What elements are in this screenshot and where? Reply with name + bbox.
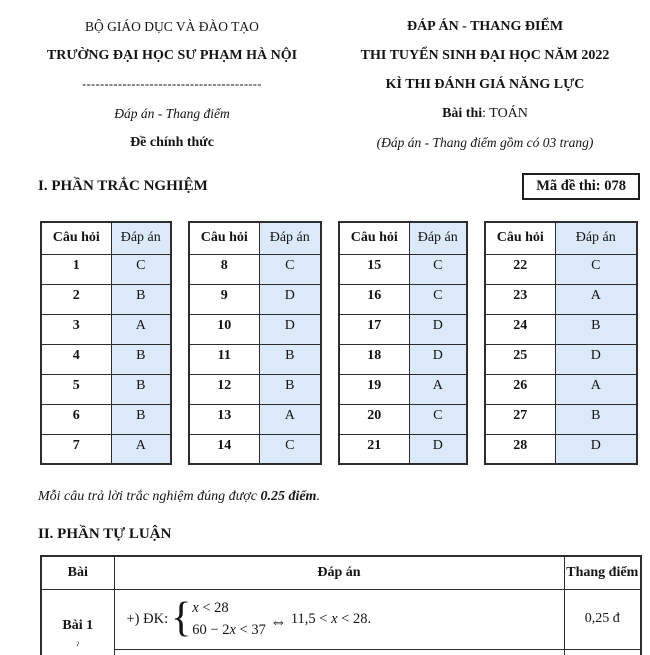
answer-letter: A <box>111 434 171 464</box>
answer-scale-line: Đáp án - Thang điểm <box>114 105 230 121</box>
essay-row-2-clipped <box>41 649 641 655</box>
answer-letter: B <box>555 314 637 344</box>
answer-letter: B <box>555 404 637 434</box>
answer-row <box>41 404 171 434</box>
answer-row <box>339 314 467 344</box>
title-line-3: KÌ THI ĐÁNH GIÁ NĂNG LỰC <box>385 76 585 92</box>
solution-cell <box>114 589 564 649</box>
header-left-block <box>26 12 318 157</box>
answer-letter: A <box>259 404 321 434</box>
essay-col-scale: Thang điểm <box>564 556 641 589</box>
question-column-header: Câu hỏi <box>485 222 555 254</box>
answer-row <box>339 284 467 314</box>
exam-code-box: Mã đề thi: 078 <box>522 173 640 200</box>
answer-row <box>41 284 171 314</box>
question-column-header: Câu hỏi <box>41 222 111 254</box>
answer-row <box>41 434 171 464</box>
question-number: 25 <box>485 344 555 374</box>
answer-row <box>485 374 637 404</box>
question-number: 22 <box>485 254 555 284</box>
problem-number: Bài 1 <box>62 617 94 633</box>
score-cell-next <box>564 649 641 655</box>
left-brace: { <box>171 595 192 642</box>
question-number: 13 <box>189 404 259 434</box>
answer-letter: D <box>555 434 637 464</box>
question-number: 27 <box>485 404 555 434</box>
university-line: TRƯỜNG ĐẠI HỌC SƯ PHẠM HÀ NỘI <box>46 47 298 63</box>
question-number: 21 <box>339 434 409 464</box>
answer-row <box>189 254 321 284</box>
subject-label: Bài thi <box>442 105 483 121</box>
answer-letter: C <box>259 254 321 284</box>
scoring-note-period: . <box>316 489 320 504</box>
solution-cell-next <box>114 649 564 655</box>
question-number: 19 <box>339 374 409 404</box>
answer-column-header: Đáp án <box>111 222 171 254</box>
answer-letter: A <box>111 314 171 344</box>
question-number: 4 <box>41 344 111 374</box>
subject-line <box>326 99 644 128</box>
answer-letter: C <box>409 254 467 284</box>
title-line-1: ĐÁP ÁN - THANG ĐIỂM <box>406 18 564 34</box>
question-number: 15 <box>339 254 409 284</box>
question-number: 2 <box>41 284 111 314</box>
answer-row <box>339 434 467 464</box>
question-number: 8 <box>189 254 259 284</box>
divider-dashes: ---------------------------------------- <box>82 77 262 91</box>
cut-off-text: ˀ <box>76 640 80 649</box>
answer-table-4 <box>484 221 638 465</box>
answer-letter: C <box>409 284 467 314</box>
answer-letter: B <box>259 344 321 374</box>
answer-letter: C <box>111 254 171 284</box>
answer-row <box>339 404 467 434</box>
answer-letter: B <box>111 374 171 404</box>
answer-row <box>339 344 467 374</box>
scoring-note-text: Mỗi câu trả lời trắc nghiệm đúng được <box>38 489 261 504</box>
question-number: 10 <box>189 314 259 344</box>
result-expression <box>291 611 371 628</box>
subject-value: : TOÁN <box>482 105 528 121</box>
scoring-note <box>38 489 650 505</box>
answer-letter: A <box>555 284 637 314</box>
math-expression <box>115 597 564 642</box>
answer-row <box>485 254 637 284</box>
answer-letter: D <box>555 344 637 374</box>
answer-tables-row <box>40 221 650 465</box>
answer-row <box>189 404 321 434</box>
essay-table <box>40 555 642 655</box>
answer-letter: B <box>259 374 321 404</box>
question-number: 3 <box>41 314 111 344</box>
variable-x: x <box>192 599 199 616</box>
answer-column-header: Đáp án <box>555 222 637 254</box>
essay-row-1 <box>41 589 641 649</box>
answer-letter: C <box>259 434 321 464</box>
answer-table-2 <box>188 221 322 465</box>
question-number: 6 <box>41 404 111 434</box>
answer-letter: D <box>259 314 321 344</box>
answer-row <box>485 434 637 464</box>
result-rest: < 28. <box>337 610 372 627</box>
variable-x: x <box>331 610 338 627</box>
question-number: 17 <box>339 314 409 344</box>
question-number: 28 <box>485 434 555 464</box>
answer-table-3 <box>338 221 468 465</box>
answer-letter: B <box>111 284 171 314</box>
essay-col-answer: Đáp án <box>114 556 564 589</box>
question-number: 7 <box>41 434 111 464</box>
answer-row <box>41 374 171 404</box>
answer-letter: D <box>409 314 467 344</box>
answer-column-header: Đáp án <box>259 222 321 254</box>
answer-row <box>485 404 637 434</box>
answer-row <box>41 254 171 284</box>
essay-header-row <box>41 556 641 589</box>
question-number: 9 <box>189 284 259 314</box>
score-cell: 0,25 đ <box>564 589 641 649</box>
answer-row <box>339 374 467 404</box>
document-header <box>0 0 650 157</box>
answer-letter: B <box>111 344 171 374</box>
answer-row <box>485 314 637 344</box>
answer-row <box>339 254 467 284</box>
variable-x: x <box>229 622 236 638</box>
answer-row <box>41 344 171 374</box>
equivalence-arrow: ⇔ <box>269 612 287 631</box>
answer-letter: C <box>409 404 467 434</box>
answer-letter: D <box>409 434 467 464</box>
question-number: 11 <box>189 344 259 374</box>
case-2-pre: 60 − 2 <box>192 622 230 638</box>
answer-letter: A <box>555 374 637 404</box>
answer-letter: A <box>409 374 467 404</box>
result-pre: 11,5 < <box>290 610 332 627</box>
answer-row <box>485 344 637 374</box>
case-1-rest: < 28 <box>198 599 229 616</box>
header-right-block <box>326 12 644 157</box>
ministry-line: BỘ GIÁO DỤC VÀ ĐÀO TẠO <box>85 18 259 34</box>
inequality-system <box>192 597 266 642</box>
section1-title: I. PHẦN TRẮC NGHIỆM <box>38 177 208 194</box>
official-exam-line: Đề chính thức <box>130 134 214 150</box>
question-number: 16 <box>339 284 409 314</box>
question-column-header: Câu hỏi <box>339 222 409 254</box>
answer-row <box>41 314 171 344</box>
question-number: 24 <box>485 314 555 344</box>
answer-row <box>189 314 321 344</box>
case-1 <box>192 597 266 619</box>
question-number: 23 <box>485 284 555 314</box>
answer-row <box>189 374 321 404</box>
question-number: 20 <box>339 404 409 434</box>
question-number: 18 <box>339 344 409 374</box>
question-number: 1 <box>41 254 111 284</box>
answer-row <box>485 284 637 314</box>
answer-column-header: Đáp án <box>409 222 467 254</box>
answer-row <box>189 344 321 374</box>
answer-table-1 <box>40 221 172 465</box>
scoring-note-points: 0.25 điểm <box>260 489 317 504</box>
answer-row <box>189 434 321 464</box>
case-2 <box>192 619 266 641</box>
answer-letter: D <box>409 344 467 374</box>
question-number: 5 <box>41 374 111 404</box>
problem-number-cell <box>41 589 114 655</box>
question-number: 14 <box>189 434 259 464</box>
answer-letter: C <box>555 254 637 284</box>
math-prefix: +) ĐK: <box>126 610 169 627</box>
answer-letter: D <box>259 284 321 314</box>
title-line-2: THI TUYỂN SINH ĐẠI HỌC NĂM 2022 <box>360 47 610 63</box>
question-number: 12 <box>189 374 259 404</box>
question-column-header: Câu hỏi <box>189 222 259 254</box>
essay-col-problem: Bài <box>41 556 114 589</box>
answer-letter: B <box>111 404 171 434</box>
question-number: 26 <box>485 374 555 404</box>
case-2-rest: < 37 <box>235 622 266 638</box>
answer-row <box>189 284 321 314</box>
section2-title: II. PHẦN TỰ LUẬN <box>38 526 172 542</box>
page-count-line: (Đáp án - Thang điểm gồm có 03 trang) <box>376 134 594 150</box>
section1-bar <box>0 171 650 201</box>
